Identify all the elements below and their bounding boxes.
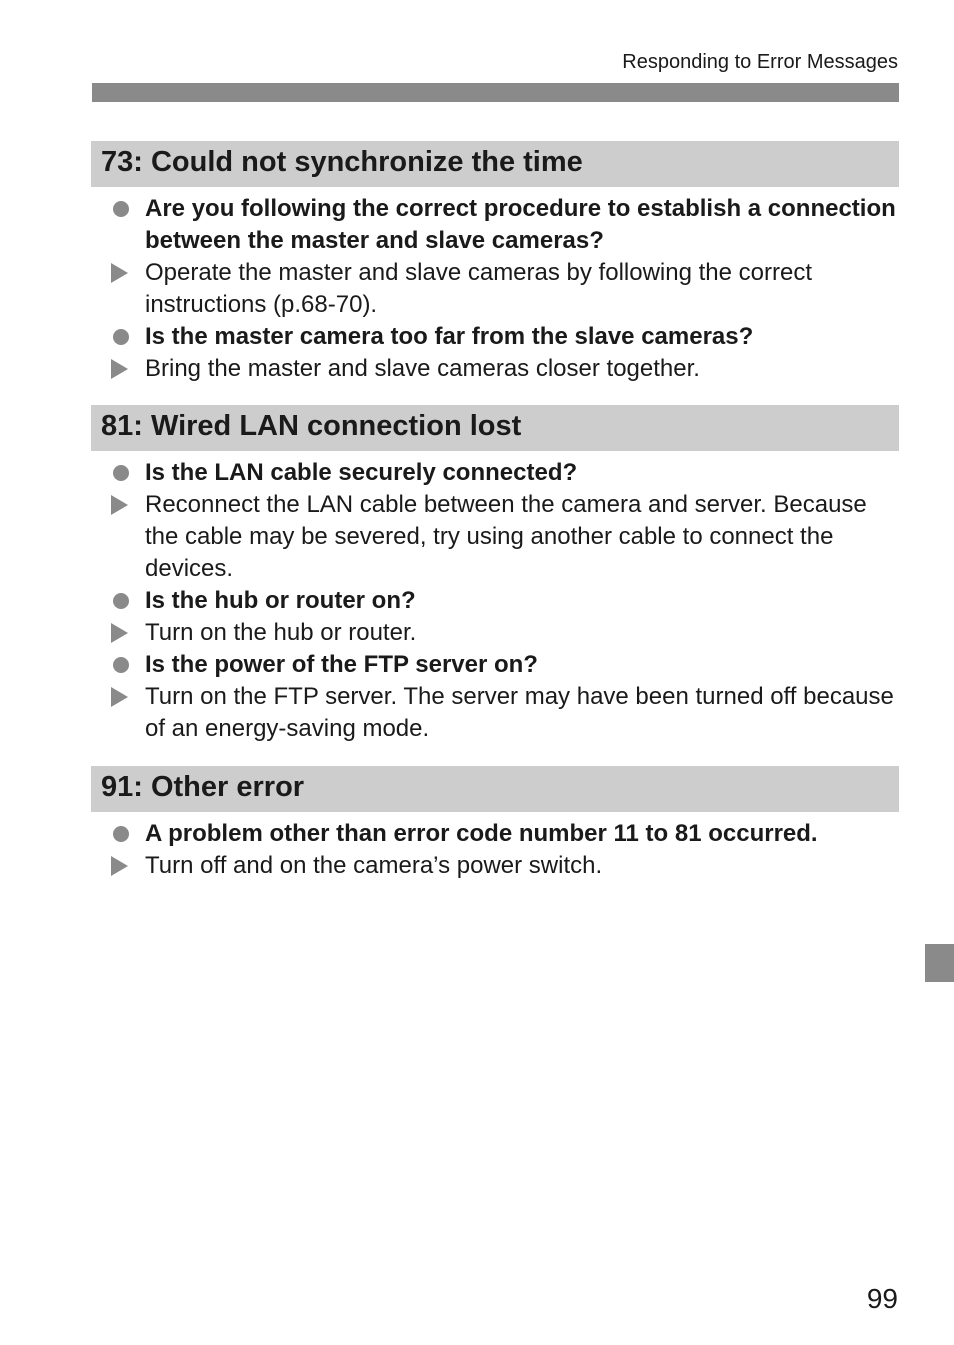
arrow-icon (108, 257, 130, 289)
question-text: Is the hub or router on? (145, 587, 416, 614)
question-text: A problem other than error code number 11 to 81 occurred. (145, 820, 818, 847)
item-list (91, 451, 899, 745)
answer-item (91, 681, 899, 745)
section-error-73 (91, 141, 899, 385)
section-error-91 (91, 766, 899, 882)
section-title: 73: Could not synchronize the time (91, 141, 899, 187)
arrow-icon (108, 353, 130, 385)
answer-text: Turn on the hub or router. (145, 619, 417, 646)
item-list (91, 812, 899, 882)
question-item (91, 818, 899, 850)
answer-text: Turn off and on the camera’s power switch. (145, 852, 603, 879)
question-item (91, 457, 899, 489)
answer-item (91, 257, 899, 321)
arrow-icon (108, 681, 130, 713)
bullet-icon (108, 321, 130, 353)
section-title: 81: Wired LAN connection lost (91, 405, 899, 451)
answer-text: Turn on the FTP server. The server may have been turned off because of an energy-saving mode. (145, 683, 894, 742)
question-text: Is the power of the FTP server on? (145, 651, 538, 678)
section-error-81 (91, 405, 899, 745)
bullet-icon (108, 457, 130, 489)
question-item (91, 649, 899, 681)
bullet-icon (108, 818, 130, 850)
answer-item (91, 353, 899, 385)
answer-text: Operate the master and slave cameras by following the correct instructions (p.68-70). (145, 259, 812, 318)
answer-text: Bring the master and slave cameras closer together. (145, 355, 700, 382)
arrow-icon (108, 489, 130, 521)
question-text: Are you following the correct procedure to establish a connection between the master and slave cameras? (145, 195, 896, 254)
arrow-icon (108, 617, 130, 649)
bullet-icon (108, 193, 130, 225)
question-text: Is the LAN cable securely connected? (145, 459, 578, 486)
header-rule (92, 83, 899, 102)
answer-item (91, 617, 899, 649)
question-item (91, 321, 899, 353)
bullet-icon (108, 649, 130, 681)
page-number: 99 (866, 1283, 898, 1314)
item-list (91, 187, 899, 385)
running-header: Responding to Error Messages (622, 51, 898, 73)
chapter-thumb-tab (925, 944, 954, 982)
section-title: 91: Other error (91, 766, 899, 812)
answer-item (91, 850, 899, 882)
question-text: Is the master camera too far from the slave cameras? (145, 323, 754, 350)
arrow-icon (108, 850, 130, 882)
question-item (91, 193, 899, 257)
answer-text: Reconnect the LAN cable between the camera and server. Because the cable may be severed, try using another cable to connect the devices. (145, 491, 867, 582)
bullet-icon (108, 585, 130, 617)
question-item (91, 585, 899, 617)
answer-item (91, 489, 899, 585)
